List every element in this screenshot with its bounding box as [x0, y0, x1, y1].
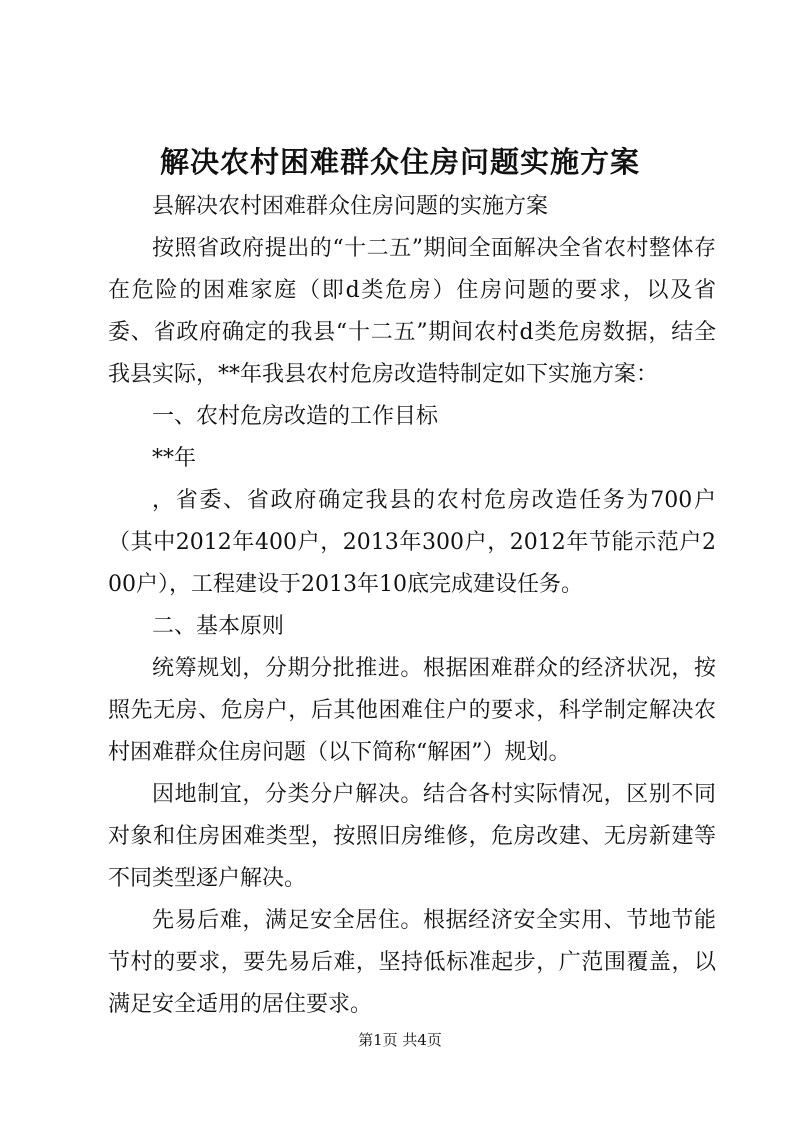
document-body [108, 186, 716, 1026]
document-title: 解决农村困难群众住房问题实施方案 [159, 145, 640, 179]
page-number-footer: 第1页 共4页 [358, 1031, 442, 1049]
paragraph-subtitle: 县解决农村困难群众住房问题的实施方案 [152, 194, 549, 219]
paragraph-principle-3: 先易后难，满足安全居住。根据经济安全实用、节地节能节村的要求，要先易后难，坚持低标准起步，广范围覆盖，以满足安全适用的居住要求。 [108, 908, 716, 1017]
paragraph-year: **年 [152, 446, 197, 471]
paragraph-principle-1: 统筹规划，分期分批推进。根据困难群众的经济状况，按照先无房、危房户，后其他困难住户的要求，科学制定解决农村困难群众住房问题（以下简称“解困”）规划。 [108, 656, 716, 765]
paragraph-principle-2: 因地制宜，分类分户解决。结合各村实际情况，区别不同对象和住房困难类型，按照旧房维修，危房改建、无房新建等不同类型逐户解决。 [108, 782, 716, 891]
paragraph-tasks: ，省委、省政府确定我县的农村危房改造任务为700户（其中2012年400户，2013年300户，2012年节能示范户200户），工程建设于2013年10底完成建设任务。 [108, 488, 716, 597]
section-heading-goals: 一、农村危房改造的工作目标 [152, 404, 439, 429]
section-heading-principles: 二、基本原则 [152, 614, 285, 639]
paragraph-intro: 按照省政府提出的“十二五”期间全面解决全省农村整体存在危险的困难家庭（即d类危房）住房问题的要求，以及省委、省政府确定的我县“十二五”期间农村d类危房数据，结全我县实际，**年我县农村危房改造特制定如下实施方案： [108, 236, 716, 387]
